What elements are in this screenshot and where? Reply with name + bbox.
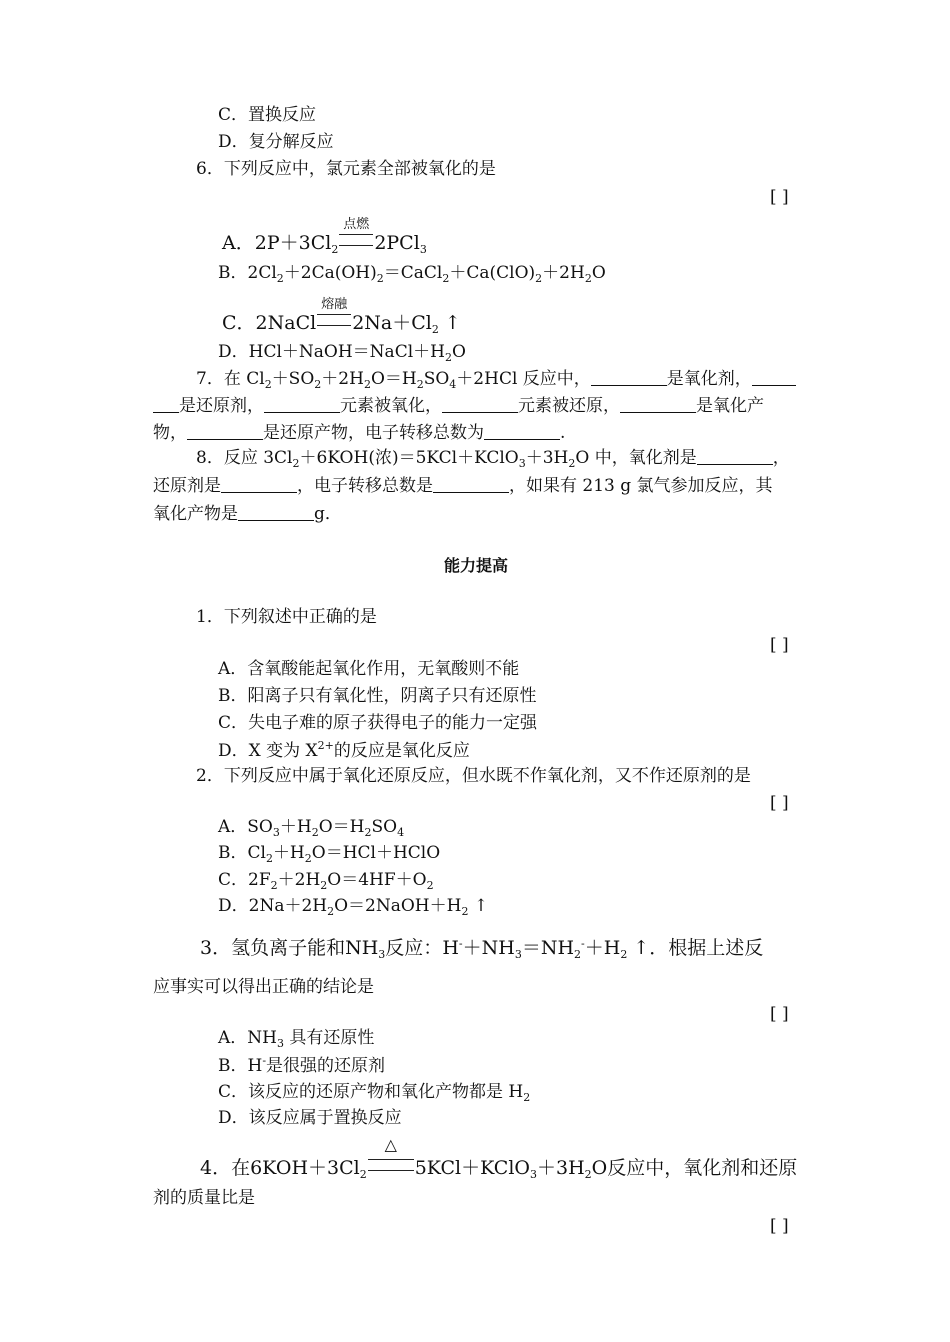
q5-option-c: C．置换反应: [218, 105, 317, 125]
p2-q1-option-b: B．阳离子只有氧化性，阴离子只有还原性: [218, 686, 537, 706]
reaction-condition-arrow: 点燃: [339, 234, 373, 246]
p2-q2-option-d: D．$2Na+2H_2O=2NaOH+H_2$ ↑: [218, 896, 489, 918]
p2-q2-option-c: C．$2F_2+2H_2O=4HF+O_2$: [218, 870, 434, 892]
q7-line3: 物， 是还原产物，电子转移总数为 .: [153, 423, 566, 443]
answer-blank[interactable]: [433, 476, 509, 493]
p2-q1-answer-bracket: [ ]: [770, 635, 789, 655]
answer-blank[interactable]: [484, 423, 560, 440]
section-title: 能力提高: [444, 556, 509, 575]
q6-stem: 6．下列反应中，氯元素全部被氧化的是: [196, 159, 496, 179]
answer-blank[interactable]: [264, 396, 340, 413]
p2-q3-option-b: B．H-是很强的还原剂: [218, 1054, 386, 1076]
q8-line3: 氧化产物是 g．: [153, 504, 342, 524]
p2-q2-option-a: A．$SO_3+H_2O=H_2SO_4$: [218, 817, 405, 839]
p2-q3-option-d: D．该反应属于置换反应: [218, 1108, 402, 1128]
answer-blank[interactable]: [620, 396, 696, 413]
answer-blank[interactable]: [238, 504, 314, 521]
answer-blank[interactable]: [697, 448, 773, 465]
answer-blank[interactable]: [591, 369, 667, 386]
answer-blank[interactable]: [442, 396, 518, 413]
p2-q1-stem: 1．下列叙述中正确的是: [196, 607, 377, 627]
p2-q2-answer-bracket: [ ]: [770, 793, 789, 813]
p2-q4-line1: 4．在$6KOH+3Cl_2$ △ $5KCl+KClO_3+3H_2O$反应中，氧化剂和还原: [200, 1135, 798, 1181]
p2-q3-line2: 应事实可以得出正确的结论是: [153, 977, 374, 997]
answer-blank[interactable]: [153, 396, 179, 413]
q6-option-b: B．$2Cl_2+2Ca(OH)_2=CaCl_2+Ca(ClO)_2+2H_2O$: [218, 263, 606, 285]
heat-condition-arrow: △: [368, 1159, 414, 1171]
p2-q1-option-d: D．X 变为 $X^{2+}$的反应是氧化反应: [218, 739, 470, 761]
p2-q3-option-a: A．$NH_3$ 具有还原性: [218, 1028, 375, 1050]
p2-q1-option-c: C．失电子难的原子获得电子的能力一定强: [218, 713, 538, 733]
p2-q3-line1: 3．氢负离子能和$NH_3$反应：$H^-+NH_3=NH_2^-+H_2$ ↑．根据上述反: [200, 937, 764, 961]
q5-option-d: D．复分解反应: [218, 132, 334, 152]
q7-line2: 是还原剂， 元素被氧化， 元素被还原， 是氧化产: [153, 395, 764, 417]
q6-option-a: A．$2P+3Cl_2$ 点燃 2PCl$_3$: [222, 217, 427, 256]
p2-q3-answer-bracket: [ ]: [770, 1004, 789, 1024]
p2-q2-stem: 2．下列反应中属于氧化还原反应，但水既不作氧化剂，又不作还原剂的是: [196, 766, 751, 786]
p2-q4-answer-bracket: [ ]: [770, 1216, 789, 1236]
p2-q1-option-a: A．含氧酸能起氧化作用，无氧酸则不能: [218, 659, 520, 679]
q6-option-c: C．2NaCl 熔融 $2Na+Cl_2$ ↑: [222, 297, 461, 336]
reaction-condition-arrow: 熔融: [317, 314, 351, 326]
q6-option-d: D．$HCl+NaOH=NaCl+H_2O$: [218, 342, 466, 364]
answer-blank[interactable]: [221, 476, 297, 493]
p2-q4-line2: 剂的质量比是: [153, 1188, 255, 1208]
q8-line1: 8．反应 $3Cl_2+6KOH$(浓)$=5KCl+KClO_3+3H_2O$ 中，氧化剂是 ，: [196, 448, 790, 470]
q8-line2: 还原剂是 ，电子转移总数是 ，如果有 213 g 氯气参加反应，其: [153, 476, 773, 496]
answer-blank[interactable]: [752, 369, 796, 386]
p2-q2-option-b: B．$Cl_2+H_2O=HCl+HClO$: [218, 843, 441, 865]
q6-answer-bracket: [ ]: [770, 187, 789, 207]
p2-q3-option-c: C．该反应的还原产物和氧化产物都是 $H_2$: [218, 1082, 531, 1104]
q7-line1: 7．在 $Cl_2+SO_2+2H_2O=H_2SO_4+2HCl$ 反应中， 是氧化剂，: [196, 368, 796, 390]
answer-blank[interactable]: [187, 423, 263, 440]
